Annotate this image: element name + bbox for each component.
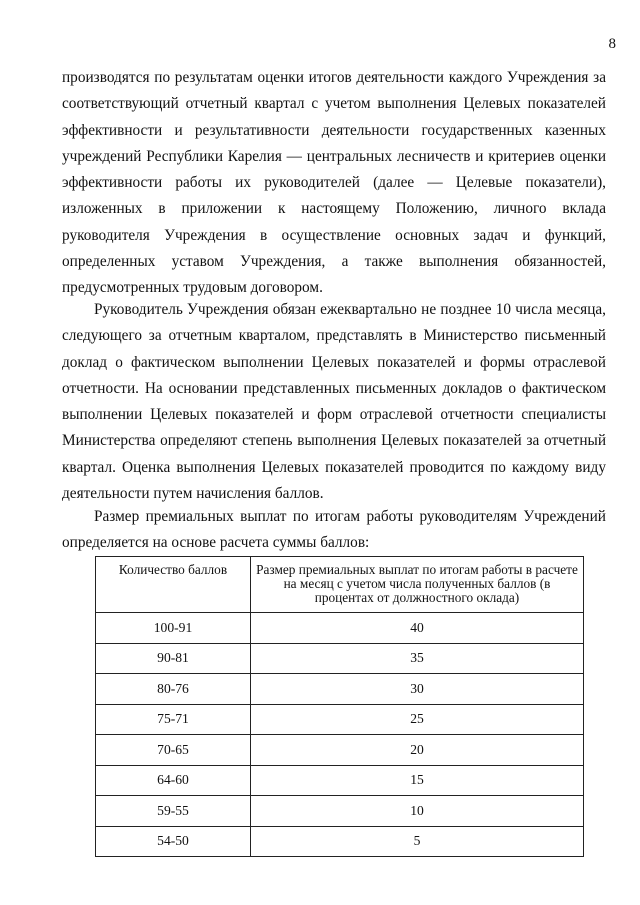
bonus-cell: 15 (251, 765, 584, 796)
table-row (96, 826, 584, 857)
points-cell: 90-81 (96, 643, 251, 674)
header-points: Количество баллов (96, 557, 251, 613)
table-row (96, 613, 584, 644)
table-row (96, 765, 584, 796)
table-header-row (96, 557, 584, 613)
table-row (96, 643, 584, 674)
paragraph-2 (62, 297, 606, 507)
table-row (96, 704, 584, 735)
paragraph-text: Размер премиальных выплат по итогам работы руководителям Учреждений определяется на основе расчета суммы баллов: (62, 508, 606, 552)
points-cell: 70-65 (96, 735, 251, 766)
paragraph-3 (62, 504, 606, 557)
bonus-table (95, 556, 584, 857)
table-row (96, 796, 584, 827)
bonus-cell: 35 (251, 643, 584, 674)
bonus-cell: 25 (251, 704, 584, 735)
table-row (96, 674, 584, 705)
table-row (96, 735, 584, 766)
header-bonus-percent: Размер премиальных выплат по итогам работы в расчете на месяц с учетом числа полученных баллов (в процентах от должностного оклада) (251, 557, 584, 613)
bonus-cell: 40 (251, 613, 584, 644)
bonus-cell: 5 (251, 826, 584, 857)
points-cell: 54-50 (96, 826, 251, 857)
bonus-cell: 10 (251, 796, 584, 827)
points-cell: 80-76 (96, 674, 251, 705)
page-number: 8 (608, 36, 616, 52)
bonus-cell: 30 (251, 674, 584, 705)
paragraph-1 (62, 65, 606, 302)
paragraph-text: Руководитель Учреждения обязан ежеквартально не позднее 10 числа месяца, следующего за отчетным кварталом, представлять в Министерство письменный доклад о фактическом выполнении Целевых показателей и формы отраслевой отчетности. На основании представленных письменных докладов о фактическом выполнении Целевых показателей и форм отраслевой отчетности специалисты Министерства определяют степень выполнения Целевых показателей за отчетный квартал. Оценка выполнения Целевых показателей проводится по каждому виду деятельности путем начисления баллов. (62, 301, 606, 503)
bonus-cell: 20 (251, 735, 584, 766)
paragraph-text: производятся по результатам оценки итогов деятельности каждого Учреждения за соответствующий отчетный квартал с учетом выполнения Целевых показателей эффективности и результативности деятельности государственных казенных учреждений Республики Карелия — центральных лесничеств и критериев оценки эффективности работы их руководителей (далее — Целевые показатели), изложенных в приложении к настоящему Положению, личного вклада руководителя Учреждения в осуществление основных задач и функций, определенных уставом Учреждения, а также выполнения обязанностей, предусмотренных трудовым договором. (62, 69, 606, 297)
points-cell: 64-60 (96, 765, 251, 796)
points-cell: 75-71 (96, 704, 251, 735)
points-cell: 59-55 (96, 796, 251, 827)
points-cell: 100-91 (96, 613, 251, 644)
